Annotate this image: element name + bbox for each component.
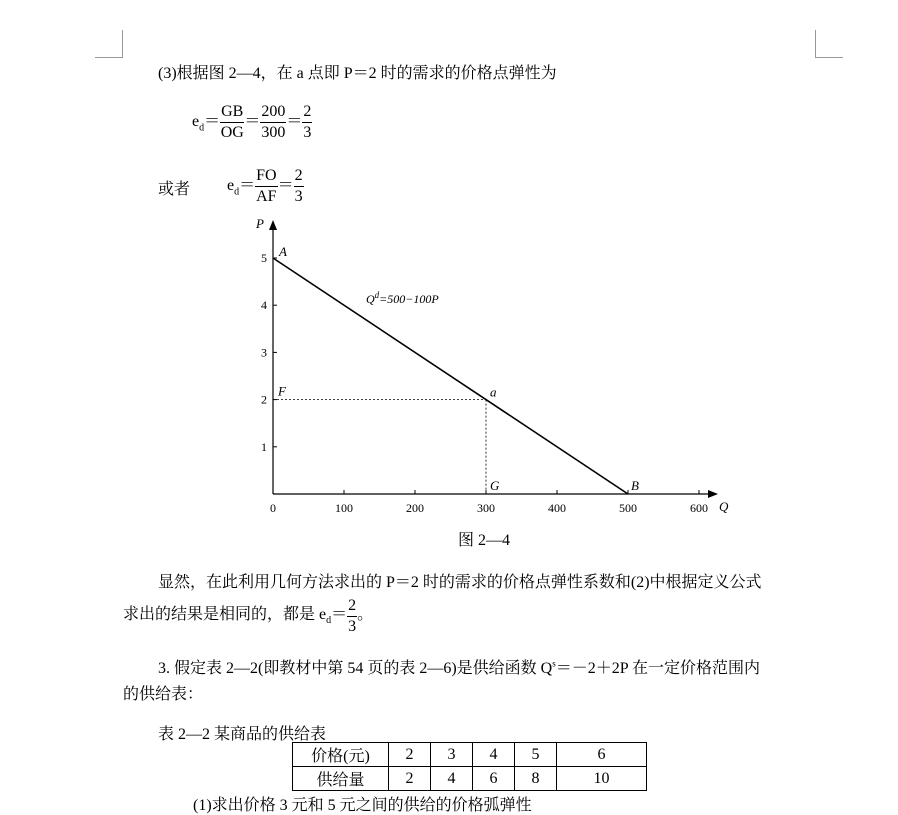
table-cell: 价格(元) — [293, 743, 389, 767]
numerator: FO — [255, 166, 277, 187]
table-cell: 4 — [473, 743, 515, 767]
point-label-F: F — [278, 383, 286, 399]
table-cell: 6 — [473, 767, 515, 791]
y-tick-label: 1 — [261, 439, 267, 454]
y-tick-label: 4 — [261, 298, 267, 313]
text: ＝－2＋2P 在一定价格范围内 — [555, 660, 761, 677]
x-axis-label: Q — [719, 499, 729, 514]
fraction — [347, 596, 357, 637]
y-tick-label: 5 — [261, 251, 267, 265]
denominator: 300 — [261, 124, 286, 141]
denominator: AF — [256, 188, 277, 205]
text: 3. 假定表 2—2(即教材中第 54 页的表 2—6)是供给函数 Q — [158, 660, 553, 677]
table-row — [293, 743, 647, 767]
numerator: 200 — [260, 102, 286, 123]
table-cell: 5 — [515, 743, 557, 767]
denominator: 3 — [348, 618, 357, 635]
y-axis-arrow-icon — [269, 220, 277, 230]
x-axis-arrow-icon — [708, 490, 718, 498]
table-cell: 8 — [515, 767, 557, 791]
x-tick-label: 300 — [477, 501, 495, 515]
denominator: 3 — [303, 124, 312, 141]
table-cell: 2 — [389, 743, 431, 767]
subscript: d — [326, 615, 332, 627]
numerator: 2 — [347, 596, 357, 617]
numerator: GB — [220, 102, 244, 123]
y-axis-label: P — [256, 216, 264, 231]
point-label-G: G — [490, 478, 500, 493]
y-tick-label: 3 — [261, 345, 267, 360]
table-row — [293, 767, 647, 791]
denominator: 3 — [294, 188, 303, 205]
point-label-A: A — [279, 244, 287, 259]
x-tick-label: 600 — [690, 501, 708, 515]
x-tick-label: 200 — [406, 501, 424, 515]
formula-1: $e_d=$ $\frac{GB}{OG}$ ＝ $\frac{200}{300}$ ＝ $\frac{2}{3}$ — [192, 103, 312, 141]
y-tick-label: 2 — [261, 392, 267, 407]
question3-line-1 — [158, 655, 760, 678]
table-cell: 6 — [557, 743, 647, 767]
supply-table — [292, 742, 647, 791]
demand-line — [273, 258, 628, 494]
next-question-line: (1)求出价格 3 元和 5 元之间的供给的价格弧弹性 — [193, 797, 532, 814]
curve-label: $Q^d=500-100P$ — [366, 290, 439, 306]
conclusion-line-2 — [123, 596, 373, 637]
question3-line-2: 的供给表： — [123, 686, 204, 703]
table-cell: 2 — [389, 767, 431, 791]
table-cell: 10 — [557, 767, 647, 791]
x-tick-label: 100 — [335, 501, 353, 515]
superscript: s — [552, 658, 556, 669]
numerator: 2 — [294, 166, 304, 187]
or-label: 或者 — [158, 181, 191, 198]
denominator: OG — [220, 124, 244, 141]
x-tick-label: 400 — [548, 501, 566, 515]
intro-text: (3)根据图 2—4，在 a 点即 P＝2 时的需求的价格点弹性为 — [158, 65, 557, 82]
formula-2: $e_d=$ $\frac{FO}{AF}$ ＝ $\frac{2}{3}$ — [227, 167, 303, 205]
table-cell: 4 — [431, 767, 473, 791]
equals: ＝ — [331, 606, 348, 623]
symbol: e — [192, 113, 200, 131]
figure-caption: 图 2—4 — [458, 532, 511, 549]
numerator: 2 — [302, 102, 312, 123]
table-title: 表 2—2 某商品的供给表 — [158, 726, 327, 743]
text: 求出的结果是相同的，都是 e — [123, 606, 327, 623]
subscript: d — [199, 122, 205, 134]
period: 。 — [357, 606, 374, 623]
subscript: d — [234, 186, 240, 198]
point-label-a: a — [490, 384, 497, 400]
point-label-B: B — [631, 478, 639, 493]
conclusion-line-1: 显然，在此利用几何方法求出的 P＝2 时的需求的价格点弹性系数和(2)中根据定义公式 — [158, 574, 762, 591]
table-cell: 3 — [431, 743, 473, 767]
table-cell: 供给量 — [293, 767, 389, 791]
x-tick-label: 500 — [619, 501, 637, 515]
symbol: e — [227, 177, 235, 195]
x-tick-label: 0 — [270, 501, 276, 515]
